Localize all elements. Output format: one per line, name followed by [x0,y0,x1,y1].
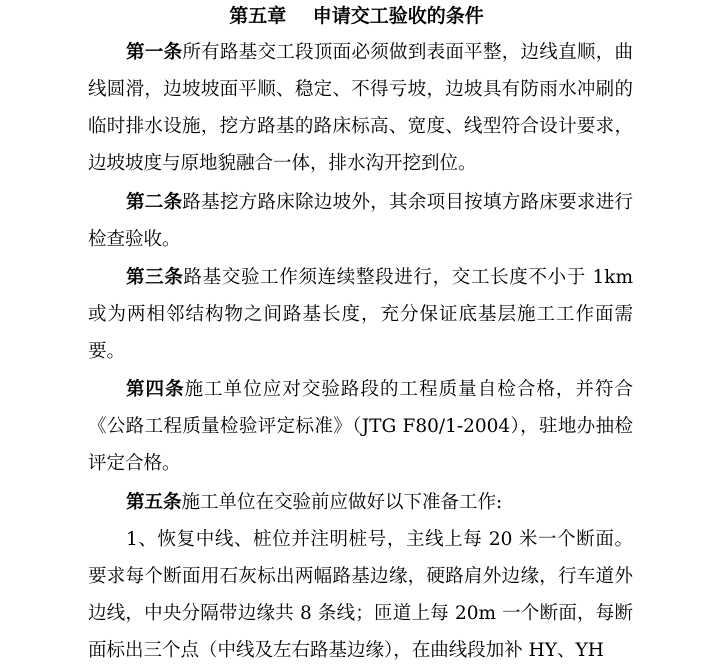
article-5-body: 施工单位在交验前应做好以下准备工作: [181,492,503,513]
article-4 [88,371,633,482]
article-3 [88,259,633,370]
article-4-heading: 第四条 [126,379,185,400]
article-1 [88,34,633,182]
article-2-body: 路基挖方路床除边坡外，其余项目按填方路床要求进行检查验收。 [88,192,633,250]
article-5-heading: 第五条 [126,492,182,513]
article-1-heading: 第一条 [126,42,183,63]
article-3-body: 路基交验工作须连续整段进行，交工长度不小于 1km或为两相邻结构物之间路基长度，充分保证底基层施工工作面需要。 [88,267,633,362]
article-5 [88,484,633,521]
chapter-title: 第五章 申请交工验收的条件 [229,5,484,27]
article-2-heading: 第二条 [126,192,183,213]
article-4-body: 施工单位应对交验路段的工程质量自检合格，并符合《公路工程质量检验评定标准》（JTG F80/1-2004），驻地办抽检评定合格。 [88,379,633,474]
article-2 [88,184,633,258]
article-1-body: 所有路基交工段顶面必须做到表面平整，边线直顺，曲线圆滑，边坡坡面平顺、稳定、不得亏坡，边坡具有防雨水冲刷的临时排水设施，挖方路基的路床标高、宽度、线型符合设计要求，边坡坡度与原地貌融合一体，排水沟开挖到位。 [88,42,633,174]
article-3-heading: 第三条 [126,267,184,288]
preparation-item-1: 1、恢复中线、桩位并注明桩号，主线上每 20 米一个断面。要求每个断面用石灰标出两幅路基边缘，硬路肩外边缘，行车道外边线，中央分隔带边缘共 8 条线；匝道上每 20m 一个断面，每断面标出三个点（中线及左右路基边缘），在曲线段加补 HY、YH [88,529,633,661]
